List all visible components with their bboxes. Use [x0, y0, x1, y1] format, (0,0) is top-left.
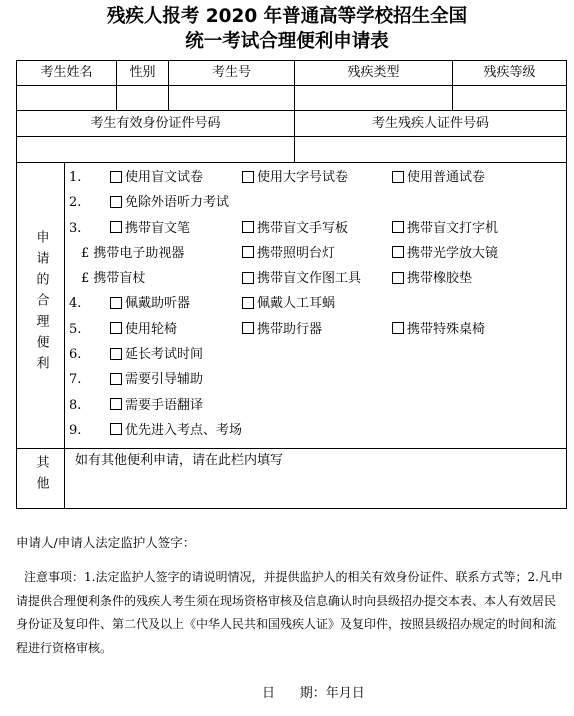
option-label: 需要手语翻译 — [125, 397, 204, 413]
checkbox-icon[interactable] — [392, 272, 404, 284]
option-item[interactable] — [109, 418, 242, 443]
other-label: 其他 — [33, 455, 49, 497]
option-item[interactable] — [391, 266, 472, 291]
option-label: 佩戴助听器 — [125, 296, 191, 312]
name-field[interactable] — [17, 86, 117, 111]
option-number: 7. — [69, 372, 82, 388]
other-cell[interactable] — [65, 449, 567, 509]
disability-card-field[interactable] — [295, 137, 567, 163]
option-line — [69, 266, 566, 291]
option-label: 使用盲文试卷 — [125, 170, 204, 185]
option-line — [69, 165, 566, 190]
option-label: 免除外语听力考试 — [125, 195, 230, 211]
option-line — [69, 418, 566, 443]
options-list — [69, 163, 566, 443]
gender-field[interactable] — [117, 86, 169, 111]
option-label: 佩戴人工耳蜗 — [257, 296, 336, 312]
checkbox-icon[interactable] — [110, 423, 122, 435]
checkbox-icon[interactable] — [392, 322, 404, 334]
option-item[interactable] — [109, 291, 190, 316]
checkbox-icon[interactable] — [242, 272, 254, 284]
option-item[interactable] — [109, 216, 190, 241]
option-number: 4. — [69, 296, 82, 312]
checkbox-icon[interactable] — [110, 398, 122, 410]
option-label: 携带盲文笔 — [125, 220, 191, 236]
checkbox-icon[interactable] — [110, 171, 122, 183]
option-item[interactable] — [241, 241, 335, 266]
option-item[interactable] — [241, 291, 335, 316]
checkbox-icon[interactable] — [110, 348, 122, 360]
option-item[interactable] — [241, 216, 348, 241]
checkbox-icon[interactable] — [242, 171, 254, 183]
apply-label: 申请的合理便利 — [33, 229, 49, 377]
checkbox-icon[interactable] — [110, 322, 122, 334]
apply-label-cell — [17, 163, 65, 449]
option-item[interactable] — [109, 190, 229, 215]
option-item[interactable] — [109, 317, 177, 342]
checkbox-icon[interactable] — [392, 221, 404, 233]
header-name: 考生姓名 — [17, 61, 117, 86]
option-label: 优先进入考点、考场 — [125, 422, 243, 438]
date-line: 日 期：年月日 — [262, 686, 365, 701]
option-label: 携带橡胶垫 — [407, 271, 473, 287]
checkbox-icon[interactable] — [110, 373, 122, 385]
other-label-cell — [17, 449, 65, 509]
header-disability-level: 残疾等级 — [453, 61, 567, 86]
option-line — [69, 241, 566, 266]
option-label: 使用普通试卷 — [407, 170, 486, 185]
option-label: 携带助行器 — [257, 321, 323, 337]
id-card-field[interactable] — [17, 137, 295, 163]
form-title-line2: 统一考试合理便利申请表 — [185, 31, 389, 52]
option-label: 携带盲文手写板 — [257, 220, 349, 236]
option-label: 携带光学放大镜 — [407, 245, 499, 261]
option-line — [69, 216, 566, 241]
option-label: 使用大字号试卷 — [257, 170, 349, 185]
option-item[interactable] — [391, 317, 485, 342]
option-label: 携带照明台灯 — [257, 245, 336, 261]
option-label: 需要引导辅助 — [125, 372, 204, 388]
checkbox-icon[interactable] — [110, 297, 122, 309]
option-item[interactable] — [81, 241, 184, 266]
option-item[interactable] — [391, 165, 485, 190]
exam-no-field[interactable] — [169, 86, 295, 111]
option-item[interactable] — [241, 266, 361, 291]
option-number: 1. — [69, 170, 82, 185]
application-form-table — [16, 60, 567, 509]
checkbox-icon[interactable] — [242, 221, 254, 233]
option-line — [69, 190, 566, 215]
option-label: 携带盲杖 — [93, 271, 146, 287]
header-disability-card: 考生残疾人证件号码 — [295, 111, 567, 137]
form-title-line1: 残疾人报考 2020 年普通高等学校招生全国 — [106, 6, 468, 27]
checkbox-icon[interactable] — [110, 196, 122, 208]
option-item[interactable] — [109, 367, 203, 392]
other-instructions: 如有其他便利申请，请在此栏内填写 — [75, 453, 284, 468]
option-number: 6. — [69, 347, 82, 363]
option-number: 9. — [69, 422, 82, 438]
disability-level-field[interactable] — [453, 86, 567, 111]
option-item[interactable] — [241, 165, 348, 190]
option-line — [69, 342, 566, 367]
option-number: 2. — [69, 195, 82, 211]
pound-sign: £ — [81, 245, 94, 261]
options-cell — [65, 163, 567, 449]
option-item[interactable] — [241, 317, 322, 342]
option-number: 5. — [69, 321, 82, 337]
option-line — [69, 367, 566, 392]
option-item[interactable] — [109, 393, 203, 418]
option-line — [69, 317, 566, 342]
option-line — [69, 393, 566, 418]
option-label: 携带电子助视器 — [93, 245, 185, 261]
option-line — [69, 291, 566, 316]
option-item[interactable] — [391, 216, 498, 241]
checkbox-icon[interactable] — [392, 246, 404, 258]
checkbox-icon[interactable] — [392, 171, 404, 183]
option-label: 延长考试时间 — [125, 347, 204, 363]
option-number: 3. — [69, 220, 82, 236]
option-item[interactable] — [81, 266, 145, 291]
option-label: 携带特殊桌椅 — [407, 321, 486, 337]
checkbox-icon[interactable] — [110, 221, 122, 233]
checkbox-icon[interactable] — [242, 297, 254, 309]
option-label: 携带盲文打字机 — [407, 220, 499, 236]
option-label: 使用轮椅 — [125, 321, 178, 337]
option-item[interactable] — [391, 241, 498, 266]
option-number: 8. — [69, 397, 82, 413]
option-item[interactable] — [109, 165, 203, 190]
signature-label: 申请人/申请人法定监护人签字： — [16, 535, 196, 550]
header-gender: 性别 — [117, 61, 169, 86]
checkbox-icon[interactable] — [242, 322, 254, 334]
header-id-card: 考生有效身份证件号码 — [17, 111, 295, 137]
notes: 注意事项：1.法定监护人签字的请说明情况，并提供监护人的相关有效身份证件、联系方式等；2.凡申请提供合理便利条件的残疾人考生须在现场资格审核及信息确认时向县级招办提交本表、本人有效居民身份证及复印件、第二代及以上《中华人民共和国残疾人证》及复印件，按照县级招办规定的时间和流程进行资格审核。 — [16, 570, 563, 655]
disability-type-field[interactable] — [295, 86, 453, 111]
pound-sign: £ — [81, 271, 94, 287]
option-label: 携带盲文作图工具 — [257, 271, 362, 287]
header-disability-type: 残疾类型 — [295, 61, 453, 86]
option-item[interactable] — [109, 342, 203, 367]
checkbox-icon[interactable] — [242, 246, 254, 258]
header-exam-no: 考生号 — [169, 61, 295, 86]
